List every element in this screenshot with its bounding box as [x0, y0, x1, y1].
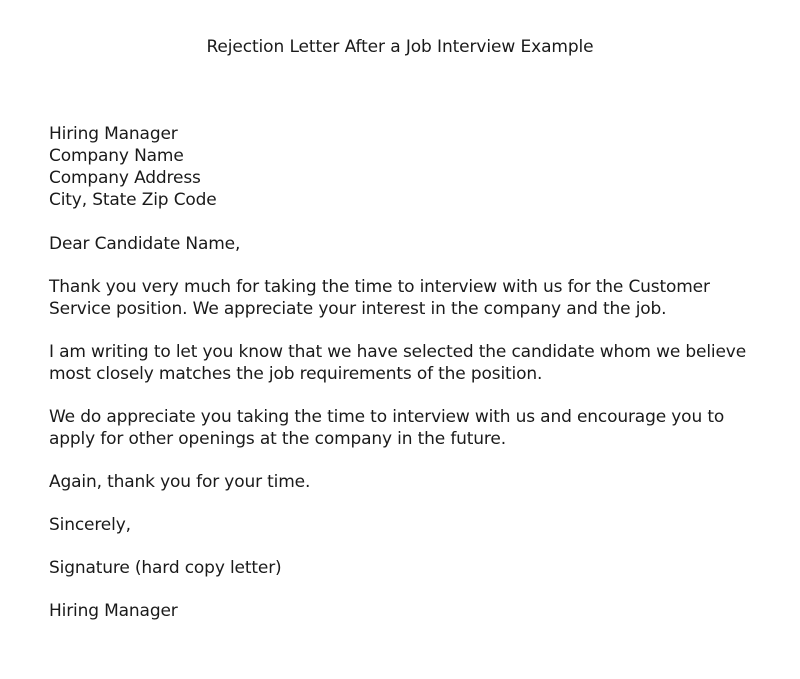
recipient-address: [49, 123, 749, 211]
paragraph-line: apply for other openings at the company in the future.: [49, 429, 506, 449]
address-line-name: Hiring Manager: [49, 124, 178, 144]
signer-title: Hiring Manager: [49, 601, 178, 621]
closing: Sincerely,: [49, 515, 131, 535]
signature-line: Signature (hard copy letter): [49, 558, 282, 578]
paragraph-3: [49, 406, 749, 450]
address-line-company: Company Name: [49, 146, 184, 166]
address-line-street: Company Address: [49, 168, 201, 188]
paragraph-line: I am writing to let you know that we have selected the candidate whom we believe: [49, 342, 747, 362]
paragraph-line: Thank you very much for taking the time to interview with us for the Customer: [49, 277, 710, 297]
page-title: Rejection Letter After a Job Interview Example: [206, 37, 594, 57]
paragraph-4: [49, 471, 749, 493]
paragraph-line: We do appreciate you taking the time to interview with us and encourage you to: [49, 407, 725, 427]
address-line-city: City, State Zip Code: [49, 190, 217, 210]
paragraph-line: most closely matches the job requirements of the position.: [49, 364, 543, 384]
paragraph-2: [49, 341, 749, 385]
paragraph-line: Again, thank you for your time.: [49, 472, 311, 492]
paragraph-line: Service position. We appreciate your interest in the company and the job.: [49, 299, 667, 319]
greeting: Dear Candidate Name,: [49, 234, 241, 254]
letter-body: [49, 123, 749, 622]
paragraph-1: [49, 276, 749, 320]
